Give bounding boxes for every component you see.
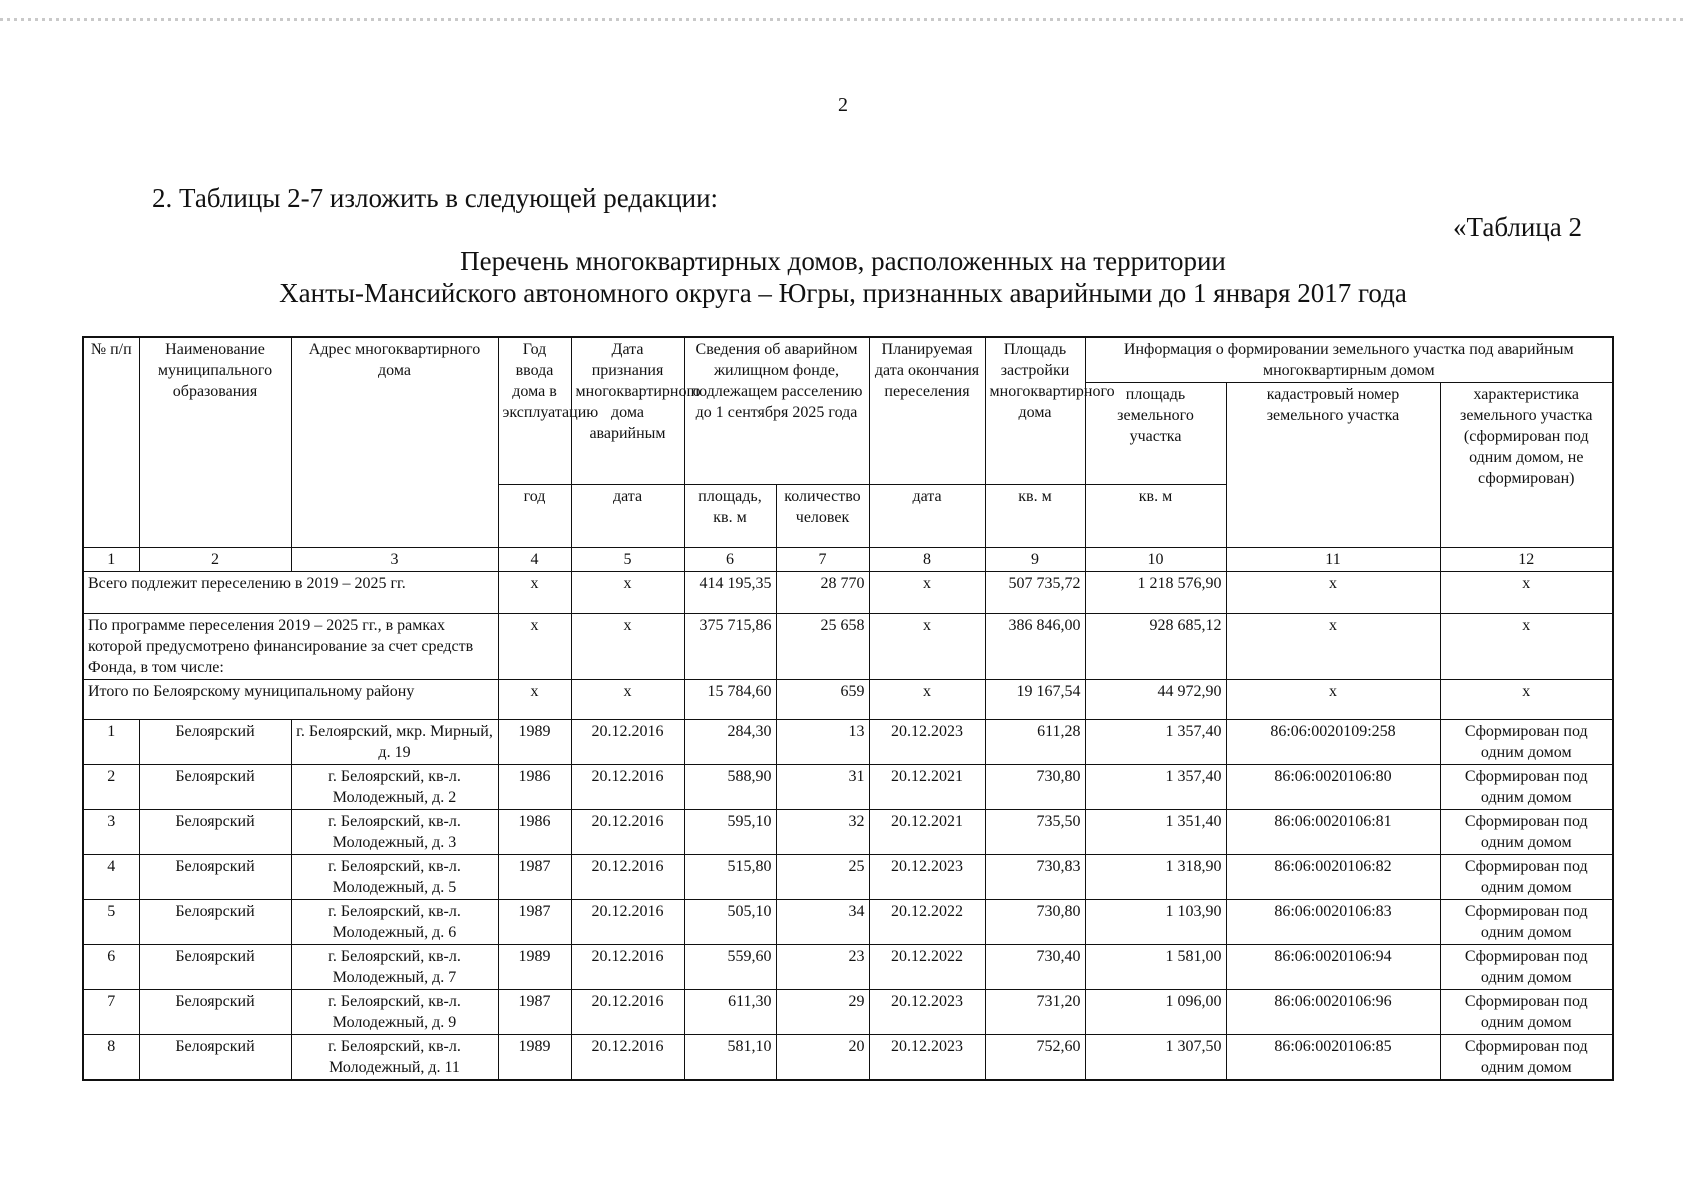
table-row (83, 1035, 1613, 1081)
row-address: г. Белоярский, кв-л. Молодежный, д. 3 (291, 810, 498, 855)
row-num: 6 (83, 945, 139, 990)
row-people: 29 (776, 990, 869, 1035)
header-num: № п/п (83, 337, 139, 548)
row-land-area: 1 307,50 (1085, 1035, 1226, 1081)
summary-area: 375 715,86 (684, 614, 776, 680)
row-planned: 20.12.2021 (869, 810, 985, 855)
row-characteristic: Сформирован под одним домом (1440, 990, 1613, 1035)
summary-area: 414 195,35 (684, 572, 776, 614)
header-planned-date: Планируемая дата окончания переселения (869, 337, 985, 485)
summary-row (83, 572, 1613, 614)
column-number-row (83, 548, 1613, 572)
summary-row (83, 614, 1613, 680)
row-year: 1987 (498, 855, 571, 900)
header-land-info: Информация о формировании земельного участка под аварийным многоквартирным домом (1085, 337, 1613, 383)
summary-date: х (571, 614, 684, 680)
row-num: 2 (83, 765, 139, 810)
row-cadastral: 86:06:0020106:85 (1226, 1035, 1440, 1081)
header-build-area: Площадь застройки многоквартирного дома (985, 337, 1085, 485)
row-land-area: 1 357,40 (1085, 765, 1226, 810)
row-people: 13 (776, 720, 869, 765)
table-title (0, 245, 1686, 309)
row-planned: 20.12.2022 (869, 900, 985, 945)
row-address: г. Белоярский, кв-л. Молодежный, д. 2 (291, 765, 498, 810)
row-planned: 20.12.2023 (869, 1035, 985, 1081)
header-cadastral: кадастровый номер земельного участка (1226, 383, 1440, 548)
summary-year: х (498, 572, 571, 614)
row-people: 31 (776, 765, 869, 810)
data-rows (83, 720, 1613, 1081)
row-date: 20.12.2016 (571, 900, 684, 945)
table-row (83, 990, 1613, 1035)
row-characteristic: Сформирован под одним домом (1440, 720, 1613, 765)
column-number: 2 (139, 548, 291, 572)
row-land-area: 1 351,40 (1085, 810, 1226, 855)
header-housing-info: Сведения об аварийном жилищном фонде, подлежащем расселению до 1 сентября 2025 года (684, 337, 869, 485)
unit-planned-date: дата (869, 485, 985, 548)
row-year: 1987 (498, 900, 571, 945)
row-address: г. Белоярский, кв-л. Молодежный, д. 7 (291, 945, 498, 990)
summary-area: 15 784,60 (684, 680, 776, 720)
column-number: 11 (1226, 548, 1440, 572)
summary-cadastral: х (1226, 572, 1440, 614)
row-year: 1989 (498, 1035, 571, 1081)
row-address: г. Белоярский, мкр. Мирный, д. 19 (291, 720, 498, 765)
row-address: г. Белоярский, кв-л. Молодежный, д. 5 (291, 855, 498, 900)
row-area: 581,10 (684, 1035, 776, 1081)
row-date: 20.12.2016 (571, 720, 684, 765)
column-number: 3 (291, 548, 498, 572)
row-land-area: 1 103,90 (1085, 900, 1226, 945)
row-area: 284,30 (684, 720, 776, 765)
row-characteristic: Сформирован под одним домом (1440, 1035, 1613, 1081)
summary-planned: х (869, 614, 985, 680)
emergency-housing-table (82, 336, 1614, 1081)
row-municipality: Белоярский (139, 855, 291, 900)
row-cadastral: 86:06:0020106:81 (1226, 810, 1440, 855)
summary-land-area: 1 218 576,90 (1085, 572, 1226, 614)
row-planned: 20.12.2021 (869, 765, 985, 810)
row-characteristic: Сформирован под одним домом (1440, 900, 1613, 945)
row-municipality: Белоярский (139, 810, 291, 855)
row-planned: 20.12.2022 (869, 945, 985, 990)
row-municipality: Белоярский (139, 720, 291, 765)
row-people: 25 (776, 855, 869, 900)
row-build-area: 730,80 (985, 900, 1085, 945)
row-municipality: Белоярский (139, 1035, 291, 1081)
table-label: «Таблица 2 (1453, 212, 1582, 242)
row-num: 4 (83, 855, 139, 900)
row-characteristic: Сформирован под одним домом (1440, 855, 1613, 900)
row-characteristic: Сформирован под одним домом (1440, 945, 1613, 990)
row-area: 505,10 (684, 900, 776, 945)
header-municipality: Наименование муниципального образования (139, 337, 291, 548)
row-people: 32 (776, 810, 869, 855)
row-people: 23 (776, 945, 869, 990)
column-number: 10 (1085, 548, 1226, 572)
row-characteristic: Сформирован под одним домом (1440, 765, 1613, 810)
summary-label: По программе переселения 2019 – 2025 гг., в рамках которой предусмотрено финансирование за счет средств Фонда, в том числе: (83, 614, 498, 680)
summary-people: 659 (776, 680, 869, 720)
table-row (83, 810, 1613, 855)
header-row-1 (83, 337, 1613, 383)
summary-people: 25 658 (776, 614, 869, 680)
row-build-area: 731,20 (985, 990, 1085, 1035)
header-land-area: площадь земельного участка (1085, 383, 1226, 485)
row-cadastral: 86:06:0020109:258 (1226, 720, 1440, 765)
summary-people: 28 770 (776, 572, 869, 614)
row-area: 559,60 (684, 945, 776, 990)
summary-cadastral: х (1226, 680, 1440, 720)
row-address: г. Белоярский, кв-л. Молодежный, д. 11 (291, 1035, 498, 1081)
row-municipality: Белоярский (139, 765, 291, 810)
row-characteristic: Сформирован под одним домом (1440, 810, 1613, 855)
row-date: 20.12.2016 (571, 765, 684, 810)
row-area: 515,80 (684, 855, 776, 900)
summary-land-area: 928 685,12 (1085, 614, 1226, 680)
column-number: 1 (83, 548, 139, 572)
summary-label: Итого по Белоярскому муниципальному району (83, 680, 498, 720)
row-address: г. Белоярский, кв-л. Молодежный, д. 9 (291, 990, 498, 1035)
summary-planned: х (869, 680, 985, 720)
summary-year: х (498, 680, 571, 720)
table-row (83, 855, 1613, 900)
column-number: 9 (985, 548, 1085, 572)
row-area: 595,10 (684, 810, 776, 855)
row-cadastral: 86:06:0020106:94 (1226, 945, 1440, 990)
row-area: 588,90 (684, 765, 776, 810)
row-date: 20.12.2016 (571, 855, 684, 900)
row-cadastral: 86:06:0020106:80 (1226, 765, 1440, 810)
row-people: 20 (776, 1035, 869, 1081)
row-area: 611,30 (684, 990, 776, 1035)
row-municipality: Белоярский (139, 945, 291, 990)
header-year: Год ввода дома в эксплуатацию (498, 337, 571, 485)
unit-year: год (498, 485, 571, 548)
row-build-area: 735,50 (985, 810, 1085, 855)
unit-build-area: кв. м (985, 485, 1085, 548)
table-row (83, 720, 1613, 765)
unit-people: количество человек (776, 485, 869, 548)
row-year: 1987 (498, 990, 571, 1035)
row-cadastral: 86:06:0020106:82 (1226, 855, 1440, 900)
summary-characteristic: х (1440, 680, 1613, 720)
scan-edge-line (0, 18, 1686, 21)
row-build-area: 730,83 (985, 855, 1085, 900)
summary-characteristic: х (1440, 614, 1613, 680)
table-row (83, 945, 1613, 990)
row-planned: 20.12.2023 (869, 855, 985, 900)
row-date: 20.12.2016 (571, 1035, 684, 1081)
summary-year: х (498, 614, 571, 680)
row-planned: 20.12.2023 (869, 990, 985, 1035)
summary-build-area: 19 167,54 (985, 680, 1085, 720)
row-cadastral: 86:06:0020106:83 (1226, 900, 1440, 945)
row-date: 20.12.2016 (571, 810, 684, 855)
row-num: 5 (83, 900, 139, 945)
summary-date: х (571, 572, 684, 614)
table-title-line-1: Перечень многоквартирных домов, расположенных на территории (460, 246, 1226, 276)
row-land-area: 1 096,00 (1085, 990, 1226, 1035)
row-build-area: 611,28 (985, 720, 1085, 765)
row-date: 20.12.2016 (571, 945, 684, 990)
row-date: 20.12.2016 (571, 990, 684, 1035)
row-year: 1989 (498, 945, 571, 990)
column-number: 8 (869, 548, 985, 572)
row-land-area: 1 581,00 (1085, 945, 1226, 990)
summary-planned: х (869, 572, 985, 614)
unit-land-area: кв. м (1085, 485, 1226, 548)
row-planned: 20.12.2023 (869, 720, 985, 765)
table-row (83, 765, 1613, 810)
column-number: 6 (684, 548, 776, 572)
row-num: 3 (83, 810, 139, 855)
row-address: г. Белоярский, кв-л. Молодежный, д. 6 (291, 900, 498, 945)
row-year: 1989 (498, 720, 571, 765)
summary-land-area: 44 972,90 (1085, 680, 1226, 720)
row-land-area: 1 357,40 (1085, 720, 1226, 765)
header-date-recognized: Дата признания многоквартирного дома аварийным (571, 337, 684, 485)
row-year: 1986 (498, 810, 571, 855)
column-number: 12 (1440, 548, 1613, 572)
row-build-area: 730,40 (985, 945, 1085, 990)
page-number: 2 (838, 94, 848, 116)
header-land-characteristic: характеристика земельного участка (сформирован под одним домом, не сформирован) (1440, 383, 1613, 548)
column-number: 7 (776, 548, 869, 572)
summary-rows (83, 572, 1613, 720)
row-num: 8 (83, 1035, 139, 1081)
summary-cadastral: х (1226, 614, 1440, 680)
unit-date: дата (571, 485, 684, 548)
row-cadastral: 86:06:0020106:96 (1226, 990, 1440, 1035)
unit-area: площадь, кв. м (684, 485, 776, 548)
intro-paragraph: 2. Таблицы 2-7 изложить в следующей редакции: (152, 183, 719, 213)
summary-label: Всего подлежит переселению в 2019 – 2025 гг. (83, 572, 498, 614)
row-num: 7 (83, 990, 139, 1035)
summary-row (83, 680, 1613, 720)
summary-date: х (571, 680, 684, 720)
summary-build-area: 507 735,72 (985, 572, 1085, 614)
column-number: 5 (571, 548, 684, 572)
row-people: 34 (776, 900, 869, 945)
row-build-area: 730,80 (985, 765, 1085, 810)
table-row (83, 900, 1613, 945)
summary-characteristic: х (1440, 572, 1613, 614)
header-address: Адрес многоквартирного дома (291, 337, 498, 548)
row-num: 1 (83, 720, 139, 765)
row-build-area: 752,60 (985, 1035, 1085, 1081)
row-municipality: Белоярский (139, 990, 291, 1035)
table-title-line-2: Ханты-Мансийского автономного округа – Югры, признанных аварийными до 1 января 2017 года (279, 278, 1407, 308)
column-number: 4 (498, 548, 571, 572)
row-land-area: 1 318,90 (1085, 855, 1226, 900)
row-municipality: Белоярский (139, 900, 291, 945)
summary-build-area: 386 846,00 (985, 614, 1085, 680)
row-year: 1986 (498, 765, 571, 810)
